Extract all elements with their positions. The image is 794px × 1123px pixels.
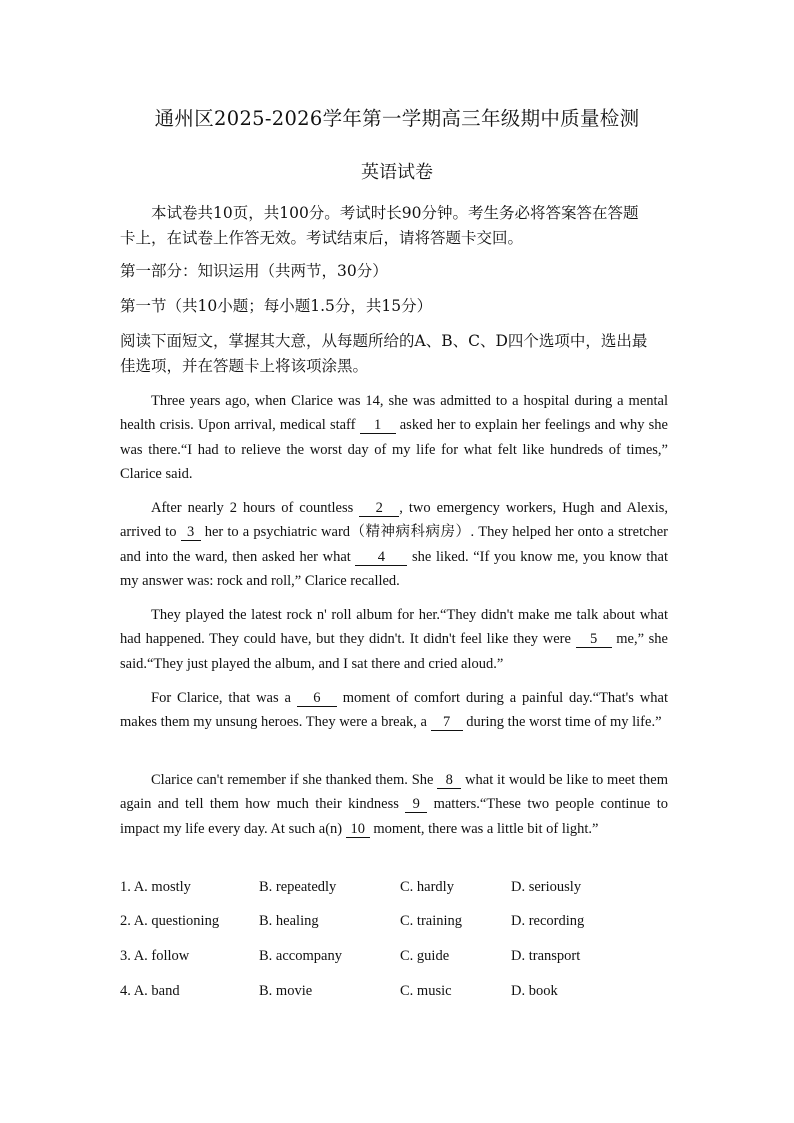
option-a: 3. A. follow — [120, 948, 190, 964]
option-d: D. transport — [511, 948, 581, 964]
option-c: C. music — [400, 983, 452, 999]
paragraph-text: what it would be like to meet them again and tell them how much their kindness — [120, 772, 669, 813]
section-directions — [120, 329, 680, 379]
paragraph-text: asked her to explain her feelings and why she was there.“I had to relieve the worst day of my life for what felt like hundreds of times,” Clarice said. — [120, 417, 668, 482]
option-b: B. healing — [259, 913, 319, 929]
option-c: C. guide — [400, 948, 450, 964]
directions-line-2: 佳选项，并在答题卡上将该项涂黑。 — [120, 357, 369, 375]
paragraph-text: moment of comfort during a painful day.“That's what makes them my unsung heroes. They were a break, a — [120, 690, 668, 731]
instructions-line-2: 卡上，在试卷上作答无效。考试结束后，请将答题卡交回。 — [120, 229, 524, 247]
exam-subtitle: 英语试卷 — [361, 162, 433, 183]
instructions-line-1: 本试卷共10页，共100分。考试时长90分钟。考生务必将答案答在答题 — [151, 204, 639, 222]
exam-instructions — [120, 201, 680, 251]
blank-10: 10 — [346, 821, 370, 838]
paragraph-text: Three years ago, when Clarice was 14, she was admitted to a hospital during a mental health crisis. Upon arrival, medical staff — [120, 393, 668, 434]
option-b: B. movie — [259, 983, 313, 999]
blank-6: 6 — [297, 690, 337, 707]
blank-8: 8 — [437, 772, 461, 789]
option-b: B. repeatedly — [259, 879, 337, 895]
blank-3: 3 — [181, 524, 201, 541]
option-d: D. seriously — [511, 879, 582, 895]
paragraph-text: me,” she said.“They just played the album, and I sat there and cried aloud.” — [120, 631, 668, 672]
passage-paragraph-1 — [120, 389, 668, 486]
options-row — [120, 913, 680, 935]
paragraph-text: moment, there was a little bit of light.” — [369, 820, 599, 837]
blank-7: 7 — [431, 714, 463, 731]
directions-line-1: 阅读下面短文，掌握其大意，从每题所给的A、B、C、D四个选项中，选出最 — [120, 332, 648, 350]
option-a: 2. A. questioning — [120, 913, 220, 929]
paragraph-text: during the worst time of my life.” — [462, 714, 662, 731]
blank-4: 4 — [355, 549, 407, 566]
option-a: 4. A. band — [120, 983, 180, 999]
passage-paragraph-4 — [120, 686, 668, 735]
paragraph-text: she liked. “If you know me, you know that my answer was: rock and roll,” Clarice recalled. — [120, 548, 668, 589]
paragraph-text: matters.“These two people continue to impact my life every day. At such a(n) — [120, 796, 668, 837]
option-a: 1. A. mostly — [120, 879, 191, 895]
passage-paragraph-5 — [120, 768, 668, 841]
blank-1: 1 — [360, 417, 396, 434]
option-c: C. hardly — [400, 879, 454, 895]
paragraph-text: , two emergency workers, Hugh and Alexis, arrived to — [120, 500, 669, 541]
option-d: D. book — [511, 983, 558, 999]
paragraph-text: They played the latest rock n' roll album for her.“They didn't make me talk about what had happened. They could have, but they didn't. It didn't feel like they were — [120, 607, 668, 648]
blank-2: 2 — [359, 500, 399, 517]
options-row — [120, 948, 680, 970]
blank-5: 5 — [576, 631, 612, 648]
paragraph-text: After nearly 2 hours of countless — [151, 500, 360, 516]
part-heading: 第一部分：知识运用（共两节，30分） — [120, 262, 388, 280]
options-row — [120, 983, 680, 1005]
exam-title: 通州区2025-2026学年第一学期高三年级期中质量检测 — [154, 107, 640, 130]
paragraph-text: For Clarice, that was a — [151, 690, 297, 706]
option-c: C. training — [400, 913, 463, 929]
passage-paragraph-2 — [120, 496, 668, 593]
paragraph-text: Clarice can't remember if she thanked them. She — [151, 772, 438, 788]
blank-9: 9 — [405, 796, 427, 813]
paragraph-text: her to a psychiatric ward（精神病科病房）. They helped her onto a stretcher and into the ward, then asked her what — [120, 524, 668, 565]
options-row — [120, 879, 680, 901]
passage-paragraph-3 — [120, 603, 668, 676]
section-heading: 第一节（共10小题；每小题1.5分，共15分） — [120, 297, 433, 315]
option-d: D. recording — [511, 913, 585, 929]
option-b: B. accompany — [259, 948, 342, 964]
